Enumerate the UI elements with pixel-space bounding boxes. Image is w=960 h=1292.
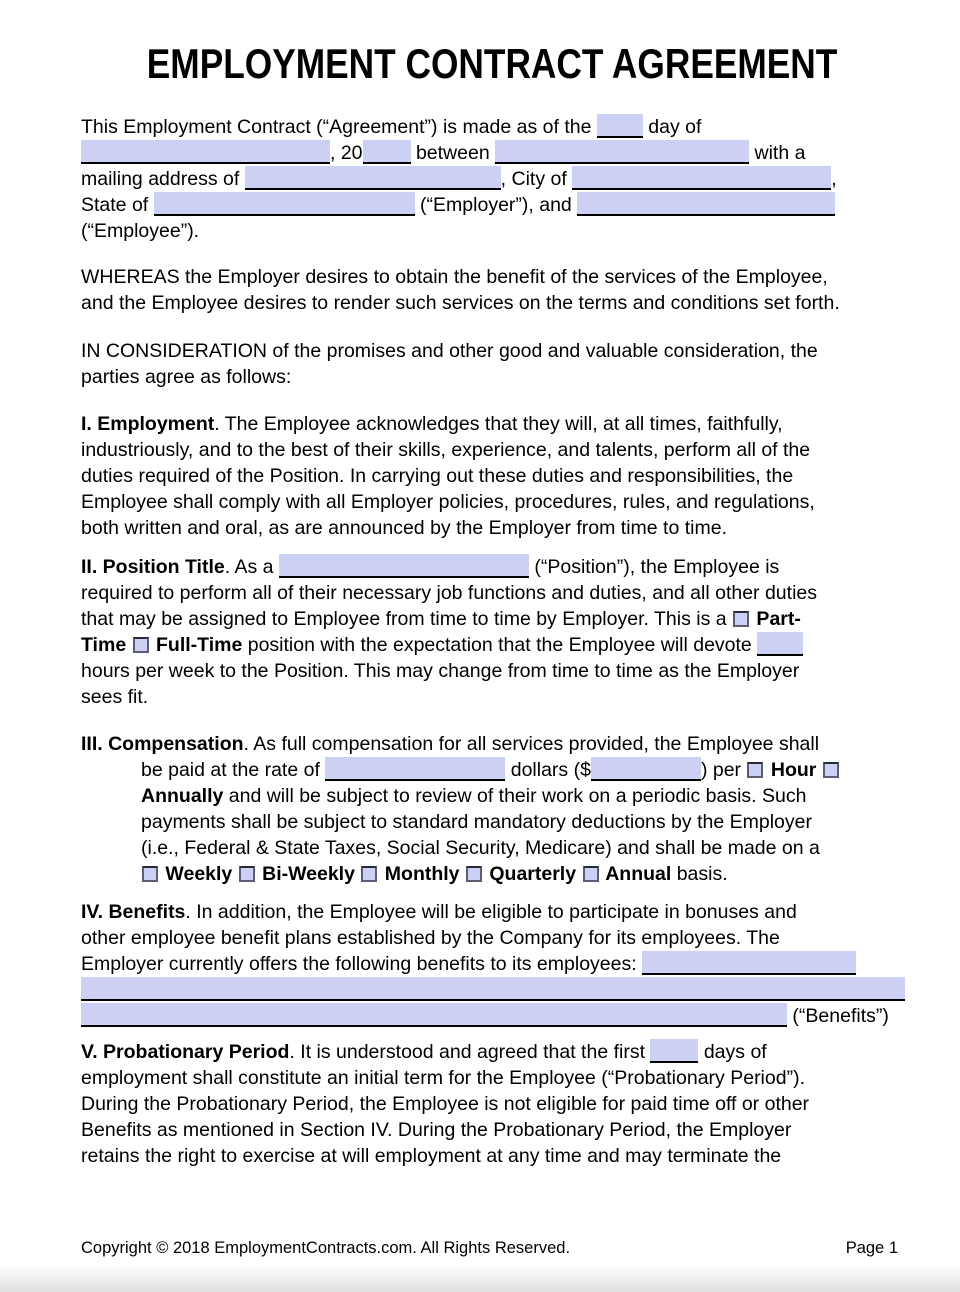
text-run: day of [642,116,702,138]
text-run: During the Probationary Period, the Employee is not eligible for paid time off or other [81,1093,810,1115]
text-run: and will be subject to review of their work on a periodic basis. Such [223,785,807,807]
per-annually-checkbox[interactable] [823,762,839,778]
bold-text-run: V. Probationary Period [81,1041,290,1063]
text-run: and the Employee desires to render such services on the terms and conditions set forth. [81,292,840,314]
text-run: Employee shall comply with all Employer policies, procedures, rules, and regulations, [81,491,815,513]
text-run: . The Employee acknowledges that they will, at all times, faithfully, [214,413,783,435]
bi-weekly-checkbox[interactable] [239,866,255,882]
text-run: Employer currently offers the following benefits to its employees: [81,953,643,975]
text-run: (“Benefits”) [787,1005,889,1027]
section-compensation [81,731,893,887]
text-run: retains the right to exercise at will employment at any time and may terminate the [81,1145,782,1167]
bold-text-run: Quarterly [483,863,582,885]
page-bottom-shadow [0,1266,960,1292]
employer-city-field[interactable] [572,166,831,190]
text-run: , [831,168,837,190]
text-run: industriously, and to the best of their skills, experience, and talents, perform all of the [81,439,811,461]
section-employment [81,411,893,541]
section-intro [81,114,893,244]
text-run: both written and oral, as are announced by the Employer from time to time. [81,517,727,539]
text-run: employment shall constitute an initial term for the Employee (“Probationary Period”). [81,1067,805,1089]
position-title-field[interactable] [279,554,529,578]
part-time-checkbox[interactable] [733,611,749,627]
text-run: sees fit. [81,686,149,708]
pay-rate-words-field[interactable] [325,757,505,781]
text-run: (i.e., Federal & State Taxes, Social Security, Medicare) and shall be made on a [141,837,820,859]
text-run: . In addition, the Employee will be eligible to participate in bonuses and [185,901,797,923]
bold-text-run: Monthly [379,863,465,885]
bold-text-run: Time [81,634,132,656]
section-probationary [81,1039,893,1169]
text-run: State of [81,194,154,216]
text-run: This Employment Contract (“Agreement”) is made as of the [81,116,597,138]
text-run: payments shall be subject to standard mandatory deductions by the Employer [141,811,812,833]
bold-text-run: Weekly [160,863,238,885]
text-run: that may be assigned to Employee from time to time by Employer. This is a [81,608,733,630]
text-run: duties required of the Position. In carrying out these duties and responsibilities, the [81,465,794,487]
benefits-line-1-field[interactable] [642,951,856,975]
text-run: Benefits as mentioned in Section IV. During the Probationary Period, the Employer [81,1119,792,1141]
text-run: days of [698,1041,767,1063]
page-title-text: EMPLOYMENT CONTRACT AGREEMENT [146,40,838,87]
employer-name-field[interactable] [495,140,749,164]
benefits-line-3-field[interactable] [81,1003,787,1027]
employer-address-field[interactable] [245,166,501,190]
document-body [81,114,893,1169]
annual-checkbox[interactable] [583,866,599,882]
bold-text-run: I. Employment [81,413,215,435]
probation-days-field[interactable] [650,1039,698,1063]
text-run: be paid at the rate of [141,759,326,781]
section-position [81,554,893,710]
text-run: parties agree as follows: [81,366,292,388]
text-run: required to perform all of their necessary job functions and duties, and all other duties [81,582,818,604]
text-run: mailing address of [81,168,245,190]
text-run: dollars ($ [505,759,591,781]
pay-rate-amount-field[interactable] [591,757,701,781]
bold-text-run: Annual [600,863,672,885]
text-run: , City of [500,168,573,190]
text-run: position with the expectation that the Employee will devote [242,634,758,656]
section-consideration [81,338,893,390]
text-run: . As full compensation for all services provided, the Employee shall [243,733,820,755]
full-time-checkbox[interactable] [133,637,149,653]
text-run: between [410,142,496,164]
text-run: (“Position”), the Employee is [528,556,780,578]
bold-text-run: Annually [141,785,224,807]
page-number: Page 1 [845,1239,898,1257]
section-whereas [81,264,893,316]
text-run: other employee benefit plans established by the Company for its employees. The [81,927,780,949]
text-run: ) per [700,759,747,781]
bold-text-run: III. Compensation [81,733,244,755]
quarterly-checkbox[interactable] [466,866,482,882]
text-run: . As a [224,556,279,578]
month-field[interactable] [81,140,330,164]
text-run: WHEREAS the Employer desires to obtain the benefit of the services of the Employee, [81,266,828,288]
text-run: with a [749,142,806,164]
text-run: IN CONSIDERATION of the promises and other good and valuable consideration, the [81,340,818,362]
text-run: basis. [671,863,728,885]
benefits-line-2-field[interactable] [81,977,905,1001]
employee-name-field[interactable] [577,192,835,216]
bold-text-run: Full-Time [150,634,243,656]
text-run: hours per week to the Position. This may change from time to time as the Employer [81,660,800,682]
text-run: . It is understood and agreed that the first [289,1041,651,1063]
copyright-text: Copyright © 2018 EmploymentContracts.com. All Rights Reserved. [81,1239,571,1257]
bold-text-run: II. Position Title [81,556,225,578]
weekly-checkbox[interactable] [142,866,158,882]
per-hour-checkbox[interactable] [747,762,763,778]
bold-text-run: Part- [751,608,801,630]
bold-text-run: IV. Benefits [81,901,186,923]
text-run: (“Employer”), and [414,194,578,216]
page-footer [81,1237,898,1259]
page-title [81,42,893,86]
year-field[interactable] [363,140,411,164]
monthly-checkbox[interactable] [361,866,377,882]
bold-text-run: Hour [765,759,822,781]
employer-state-field[interactable] [154,192,415,216]
day-field[interactable] [597,114,643,138]
text-run: , 20 [330,142,363,164]
bold-text-run: Bi-Weekly [256,863,361,885]
text-run: (“Employee”). [81,220,200,242]
hours-per-week-field[interactable] [757,632,803,656]
section-benefits [81,899,893,1029]
